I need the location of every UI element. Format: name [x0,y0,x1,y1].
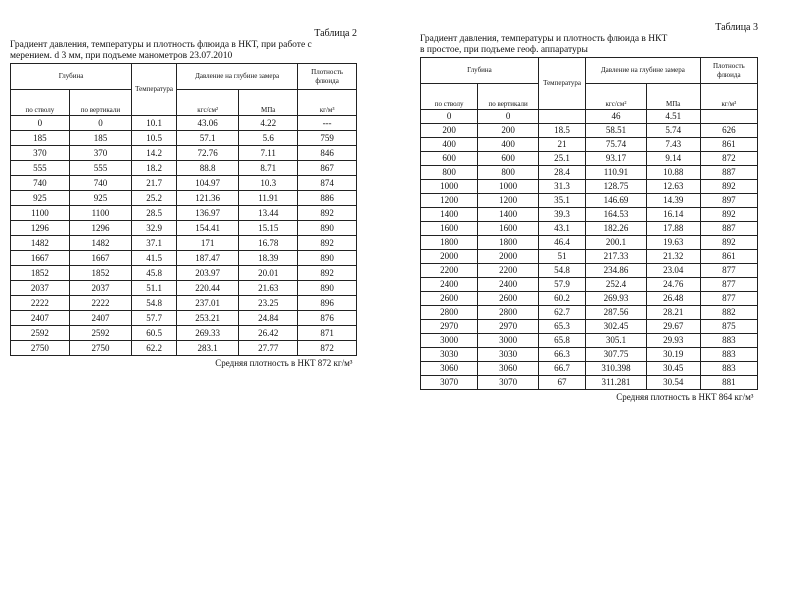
table-cell: 1296 [11,221,70,236]
table-cell: 2750 [11,341,70,356]
table-cell: 66.7 [538,362,585,376]
header-pressure: Давление на глубине замера [586,58,701,84]
table-cell: 883 [700,362,757,376]
table-cell: 16.78 [239,236,298,251]
table-cell: 23.04 [646,264,700,278]
table-3 [420,57,758,404]
table-cell: 4.22 [239,116,298,131]
table-cell: 2407 [69,311,131,326]
table-cell: 51 [538,250,585,264]
table-row [421,166,758,180]
table-cell: 35.1 [538,194,585,208]
table-cell: 10.5 [132,131,177,146]
table-cell: 25.2 [132,191,177,206]
table-cell: 3060 [478,362,539,376]
table-cell [538,110,585,124]
table-cell: 41.5 [132,251,177,266]
table-cell: 861 [700,250,757,264]
table-3-caption-line2: в простое, при подъеме геоф. аппаратуры [420,45,588,55]
table-cell: 1600 [421,222,478,236]
table-cell: 600 [478,152,539,166]
table-cell: 882 [700,306,757,320]
table-row [11,176,357,191]
table-cell: 287.56 [586,306,647,320]
header-depth: Глубина [421,58,539,84]
table-cell: 3030 [478,348,539,362]
table-cell: 60.5 [132,326,177,341]
table-cell: 0 [478,110,539,124]
table-cell: 14.2 [132,146,177,161]
table-2-body [11,116,357,356]
table-cell: 14.39 [646,194,700,208]
table-cell: 890 [298,221,357,236]
table-cell: 185 [69,131,131,146]
table-2-label: Таблица 2 [314,28,357,39]
table-cell: 46.4 [538,236,585,250]
table-cell: 62.7 [538,306,585,320]
table-cell: 400 [421,138,478,152]
table-cell: 2000 [478,250,539,264]
header-by-vertical: по вертикали [478,84,539,110]
table-cell: 2800 [421,306,478,320]
table-cell: 872 [298,341,357,356]
table-row [421,348,758,362]
table-cell: 27.77 [239,341,298,356]
table-cell: 370 [69,146,131,161]
table-cell: 887 [700,166,757,180]
table-cell: 39.3 [538,208,585,222]
table-3-average: Средняя плотность в НКТ 864 кг/м³ [421,390,758,405]
table-cell: 1000 [478,180,539,194]
table-cell: 3070 [478,376,539,390]
table-cell: 883 [700,348,757,362]
table-cell: 800 [421,166,478,180]
header-unit-kgf: кгс/см² [586,84,647,110]
table-cell: 892 [298,236,357,251]
table-cell: 54.8 [538,264,585,278]
table-cell [700,110,757,124]
table-cell: 1000 [421,180,478,194]
table-row [11,311,357,326]
table-cell: 2592 [11,326,70,341]
header-pressure: Давление на глубине замера [177,64,298,90]
table-cell: 11.91 [239,191,298,206]
table-cell: 1600 [478,222,539,236]
table-cell: 759 [298,131,357,146]
table-row [11,116,357,131]
table-row [11,341,357,356]
table-cell: 400 [478,138,539,152]
table-cell: 1800 [478,236,539,250]
table-cell: 182.26 [586,222,647,236]
table-cell: 892 [700,208,757,222]
table-row [11,326,357,341]
table-cell: 846 [298,146,357,161]
table-cell: 121.36 [177,191,239,206]
table-cell: 875 [700,320,757,334]
table-cell: 171 [177,236,239,251]
table-cell: 283.1 [177,341,239,356]
table-cell: 7.11 [239,146,298,161]
table-cell: 1800 [421,236,478,250]
table-cell: 43.1 [538,222,585,236]
table-cell: 740 [11,176,70,191]
table-cell: 30.45 [646,362,700,376]
table-cell: 72.76 [177,146,239,161]
table-cell: 600 [421,152,478,166]
table-cell: 1200 [421,194,478,208]
table-cell: 29.93 [646,334,700,348]
table-row [421,180,758,194]
table-cell: 26.48 [646,292,700,306]
table-2 [10,63,357,370]
table-cell: 2600 [421,292,478,306]
table-cell: 18.5 [538,124,585,138]
header-temperature: Температура [538,58,585,110]
table-cell: 0 [69,116,131,131]
table-cell: 13.44 [239,206,298,221]
table-cell: 877 [700,278,757,292]
table-row [421,124,758,138]
table-2-average: Средняя плотность в НКТ 872 кг/м³ [11,356,357,371]
table-cell: 2200 [478,264,539,278]
table-cell: 51.1 [132,281,177,296]
table-cell: 861 [700,138,757,152]
header-unit-density: кг/м³ [298,90,357,116]
table-cell: 871 [298,326,357,341]
table-cell: 892 [298,206,357,221]
table-cell: 10.1 [132,116,177,131]
table-cell: 28.5 [132,206,177,221]
table-row [421,362,758,376]
table-cell: 2750 [69,341,131,356]
table-row [421,236,758,250]
table-cell: 2400 [478,278,539,292]
table-cell: 269.93 [586,292,647,306]
table-cell: 2407 [11,311,70,326]
table-cell: 626 [700,124,757,138]
header-density: Плотность флюида [298,64,357,90]
table-cell: 154.41 [177,221,239,236]
table-cell: 43.06 [177,116,239,131]
table-cell: 881 [700,376,757,390]
table-cell: 555 [69,161,131,176]
table-2-panel [10,28,357,370]
table-cell: 185 [11,131,70,146]
table-cell: 187.47 [177,251,239,266]
header-temperature: Температура [132,64,177,116]
table-cell: 370 [11,146,70,161]
table-row [421,376,758,390]
table-cell: 67 [538,376,585,390]
table-cell: 25.1 [538,152,585,166]
table-cell: 21 [538,138,585,152]
table-cell: 57.7 [132,311,177,326]
header-unit-mpa: МПа [239,90,298,116]
table-cell: 2400 [421,278,478,292]
table-cell: 883 [700,334,757,348]
table-cell: 88.8 [177,161,239,176]
table-cell: 7.43 [646,138,700,152]
table-cell: 2800 [478,306,539,320]
table-cell: 1852 [11,266,70,281]
table-cell: 555 [11,161,70,176]
table-cell: 310.398 [586,362,647,376]
table-row [421,306,758,320]
table-cell: 57.1 [177,131,239,146]
table-cell: 93.17 [586,152,647,166]
table-row [421,334,758,348]
table-cell: 32.9 [132,221,177,236]
table-cell: 136.97 [177,206,239,221]
table-cell: 0 [11,116,70,131]
table-cell: 75.74 [586,138,647,152]
table-cell: 54.8 [132,296,177,311]
table-cell: 253.21 [177,311,239,326]
table-cell: 58.51 [586,124,647,138]
table-cell: 311.281 [586,376,647,390]
table-cell: 1100 [69,206,131,221]
table-cell: 203.97 [177,266,239,281]
table-cell: 45.8 [132,266,177,281]
table-cell: 892 [700,180,757,194]
table-cell: 21.32 [646,250,700,264]
table-row [11,281,357,296]
table-3-body [421,110,758,390]
table-2-caption-line1: Градиент давления, температуры и плотность флюида в НКТ, при работе с [10,40,312,50]
table-cell: 16.14 [646,208,700,222]
table-cell: 925 [11,191,70,206]
table-cell: 10.88 [646,166,700,180]
table-cell: 217.33 [586,250,647,264]
header-depth: Глубина [11,64,132,90]
table-cell: 65.3 [538,320,585,334]
table-cell: 1667 [69,251,131,266]
header-unit-mpa: МПа [646,84,700,110]
table-cell: 164.53 [586,208,647,222]
table-cell: 200 [421,124,478,138]
table-cell: 740 [69,176,131,191]
table-cell: 872 [700,152,757,166]
table-cell: 5.6 [239,131,298,146]
table-cell: 887 [700,222,757,236]
table-cell: 104.97 [177,176,239,191]
table-cell: 877 [700,264,757,278]
table-cell: 307.75 [586,348,647,362]
table-cell: 0 [421,110,478,124]
table-cell: 3060 [421,362,478,376]
table-row [11,206,357,221]
table-cell: 28.21 [646,306,700,320]
table-row [11,296,357,311]
table-cell: 886 [298,191,357,206]
table-cell: 302.45 [586,320,647,334]
table-3-label: Таблица 3 [715,22,758,33]
table-row [11,266,357,281]
table-row [11,191,357,206]
table-cell: 237.01 [177,296,239,311]
table-cell: 65.8 [538,334,585,348]
table-cell: 200.1 [586,236,647,250]
header-density: Плотность флюида [700,58,757,84]
header-unit-density: кг/м³ [700,84,757,110]
table-cell: 62.2 [132,341,177,356]
table-cell: 128.75 [586,180,647,194]
table-cell: 31.3 [538,180,585,194]
table-cell: 1400 [421,208,478,222]
table-cell: 15.15 [239,221,298,236]
table-row [11,251,357,266]
header-by-vertical: по вертикали [69,90,131,116]
table-cell: 2222 [69,296,131,311]
table-cell: 8.71 [239,161,298,176]
table-row [421,138,758,152]
table-cell: 29.67 [646,320,700,334]
table-cell: 23.25 [239,296,298,311]
table-row [421,278,758,292]
table-cell: 252.4 [586,278,647,292]
table-cell: 1400 [478,208,539,222]
table-cell: 21.63 [239,281,298,296]
table-cell: 2592 [69,326,131,341]
table-cell: 269.33 [177,326,239,341]
table-cell: 30.19 [646,348,700,362]
table-cell: 146.69 [586,194,647,208]
table-cell: 18.2 [132,161,177,176]
table-cell: 57.9 [538,278,585,292]
table-cell: 1296 [69,221,131,236]
table-cell: 890 [298,281,357,296]
table-cell: 305.1 [586,334,647,348]
table-cell: 1200 [478,194,539,208]
table-cell: 21.7 [132,176,177,191]
table-cell: 12.63 [646,180,700,194]
table-cell: 2037 [69,281,131,296]
table-row [11,221,357,236]
table-cell: 28.4 [538,166,585,180]
table-cell: 874 [298,176,357,191]
header-by-wellbore: по стволу [421,84,478,110]
table-cell: 876 [298,311,357,326]
table-cell: 3000 [478,334,539,348]
table-cell: 3070 [421,376,478,390]
table-cell: 2037 [11,281,70,296]
header-unit-kgf: кгс/см² [177,90,239,116]
table-cell: 1482 [11,236,70,251]
table-cell: 2970 [421,320,478,334]
table-cell: 800 [478,166,539,180]
table-cell: 2000 [421,250,478,264]
table-row [11,236,357,251]
table-row [421,250,758,264]
table-cell: --- [298,116,357,131]
table-cell: 3030 [421,348,478,362]
table-cell: 5.74 [646,124,700,138]
table-row [11,131,357,146]
table-cell: 892 [700,236,757,250]
table-cell: 26.42 [239,326,298,341]
table-cell: 890 [298,251,357,266]
table-cell: 60.2 [538,292,585,306]
table-cell: 1482 [69,236,131,251]
table-cell: 2200 [421,264,478,278]
table-cell: 1852 [69,266,131,281]
table-cell: 10.3 [239,176,298,191]
table-cell: 24.84 [239,311,298,326]
table-cell: 17.88 [646,222,700,236]
table-cell: 37.1 [132,236,177,251]
table-cell: 20.01 [239,266,298,281]
table-3-panel [420,22,758,404]
table-cell: 9.14 [646,152,700,166]
table-cell: 234.86 [586,264,647,278]
table-cell: 877 [700,292,757,306]
table-cell: 46 [586,110,647,124]
table-2-caption-line2: мерением. d 3 мм, при подъеме манометров 23.07.2010 [10,51,233,61]
table-cell: 892 [298,266,357,281]
table-cell: 897 [700,194,757,208]
table-cell: 925 [69,191,131,206]
table-cell: 220.44 [177,281,239,296]
table-cell: 24.76 [646,278,700,292]
table-cell: 30.54 [646,376,700,390]
table-row [421,292,758,306]
table-cell: 200 [478,124,539,138]
table-row [421,208,758,222]
table-row [421,110,758,124]
table-row [421,320,758,334]
table-cell: 1667 [11,251,70,266]
table-row [421,222,758,236]
table-row [421,194,758,208]
table-row [421,264,758,278]
table-cell: 4.51 [646,110,700,124]
table-cell: 896 [298,296,357,311]
table-cell: 19.63 [646,236,700,250]
header-by-wellbore: по стволу [11,90,70,116]
table-row [11,146,357,161]
table-cell: 2970 [478,320,539,334]
table-cell: 2222 [11,296,70,311]
table-3-caption-line1: Градиент давления, температуры и плотность флюида в НКТ [420,34,668,44]
table-cell: 3000 [421,334,478,348]
table-cell: 2600 [478,292,539,306]
table-row [421,152,758,166]
table-cell: 110.91 [586,166,647,180]
table-cell: 18.39 [239,251,298,266]
table-cell: 867 [298,161,357,176]
table-row [11,161,357,176]
table-cell: 66.3 [538,348,585,362]
table-cell: 1100 [11,206,70,221]
